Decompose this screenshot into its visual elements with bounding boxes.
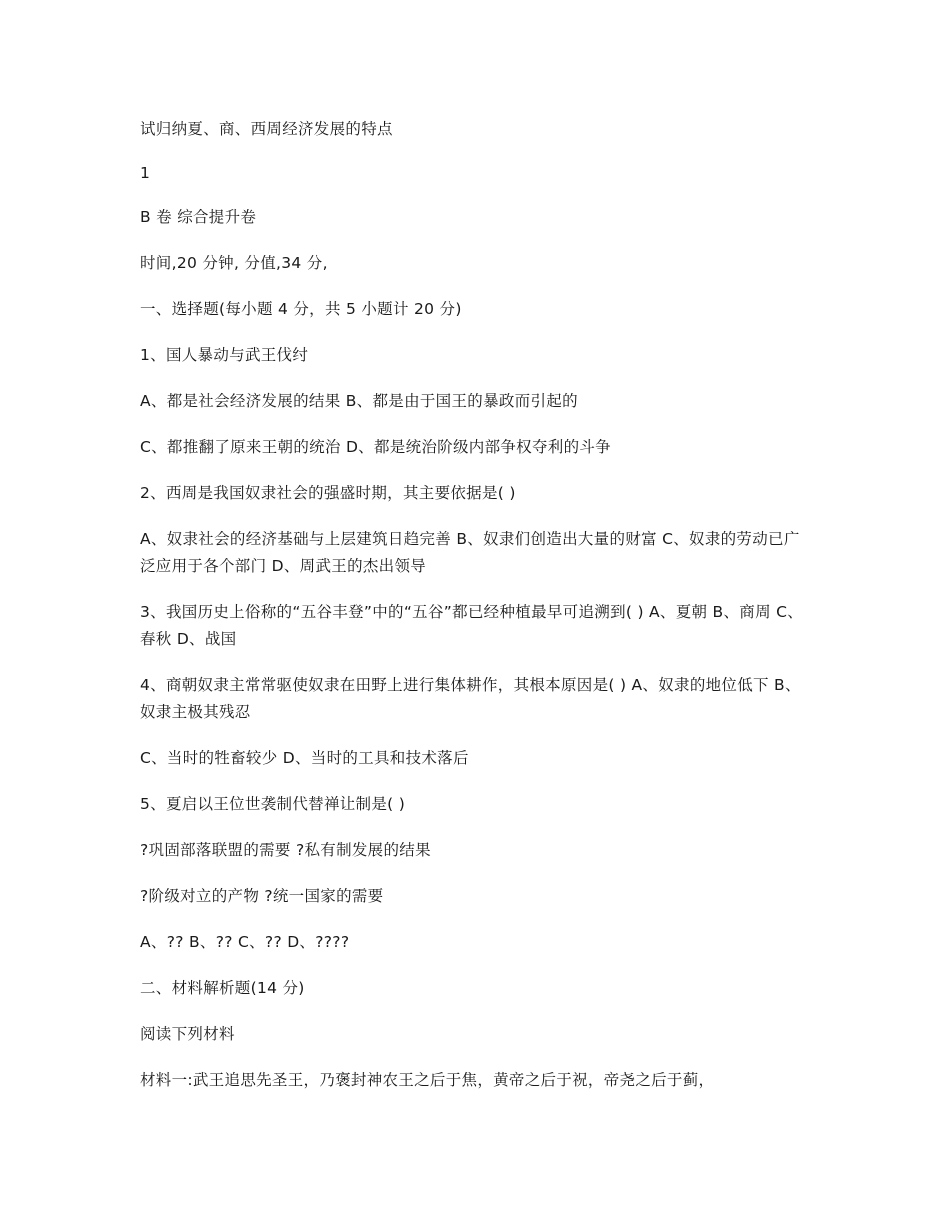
question-1: 1、国人暴动与武王伐纣	[140, 346, 309, 364]
question-5: 5、夏启以王位世袭制代替禅让制是( )	[140, 795, 406, 813]
question-5-items-12: ?巩固部落联盟的需要 ?私有制发展的结果	[140, 841, 431, 859]
question-4-options-cd: C、当时的牲畜较少 D、当时的工具和技术落后	[140, 749, 469, 767]
question-2-options: A、奴隶社会的经济基础与上层建筑日趋完善 B、奴隶们创造出大量的财富 C、奴隶的劳动已广泛应用于各个部门 D、周武王的杰出领导	[140, 530, 800, 575]
question-5-items-34: ?阶级对立的产物 ?统一国家的需要	[140, 887, 384, 905]
paragraph-summary-question: 试归纳夏、商、西周经济发展的特点	[140, 120, 393, 138]
material-one: 材料一:武王追思先圣王，乃褒封神农王之后于焦，黄帝之后于祝，帝尧之后于蓟，	[140, 1071, 715, 1089]
section-heading-material: 二、材料解析题(14 分)	[140, 979, 305, 997]
section-heading-choice: 一、选择题(每小题 4 分，共 5 小题计 20 分)	[140, 300, 462, 318]
question-5-options: A、?? B、?? C、?? D、????	[140, 933, 350, 951]
question-1-options-ab: A、都是社会经济发展的结果 B、都是由于国王的暴政而引起的	[140, 392, 578, 410]
time-score-info: 时间,20 分钟, 分值,34 分,	[140, 254, 328, 272]
question-4: 4、商朝奴隶主常常驱使奴隶在田野上进行集体耕作，其根本原因是( ) A、奴隶的地位低下 B、奴隶主极其残忍	[140, 676, 801, 721]
question-1-options-cd: C、都推翻了原来王朝的统治 D、都是统治阶级内部争权夺利的斗争	[140, 438, 611, 456]
reading-instruction: 阅读下列材料	[140, 1025, 235, 1043]
question-2: 2、西周是我国奴隶社会的强盛时期，其主要依据是( )	[140, 484, 516, 502]
question-3: 3、我国历史上俗称的“五谷丰登”中的“五谷”都已经种植最早可追溯到( ) A、夏朝 B、商周 C、春秋 D、战国	[140, 603, 804, 648]
page-number: 1	[140, 164, 151, 182]
section-title-b: B 卷 综合提升卷	[140, 208, 257, 226]
